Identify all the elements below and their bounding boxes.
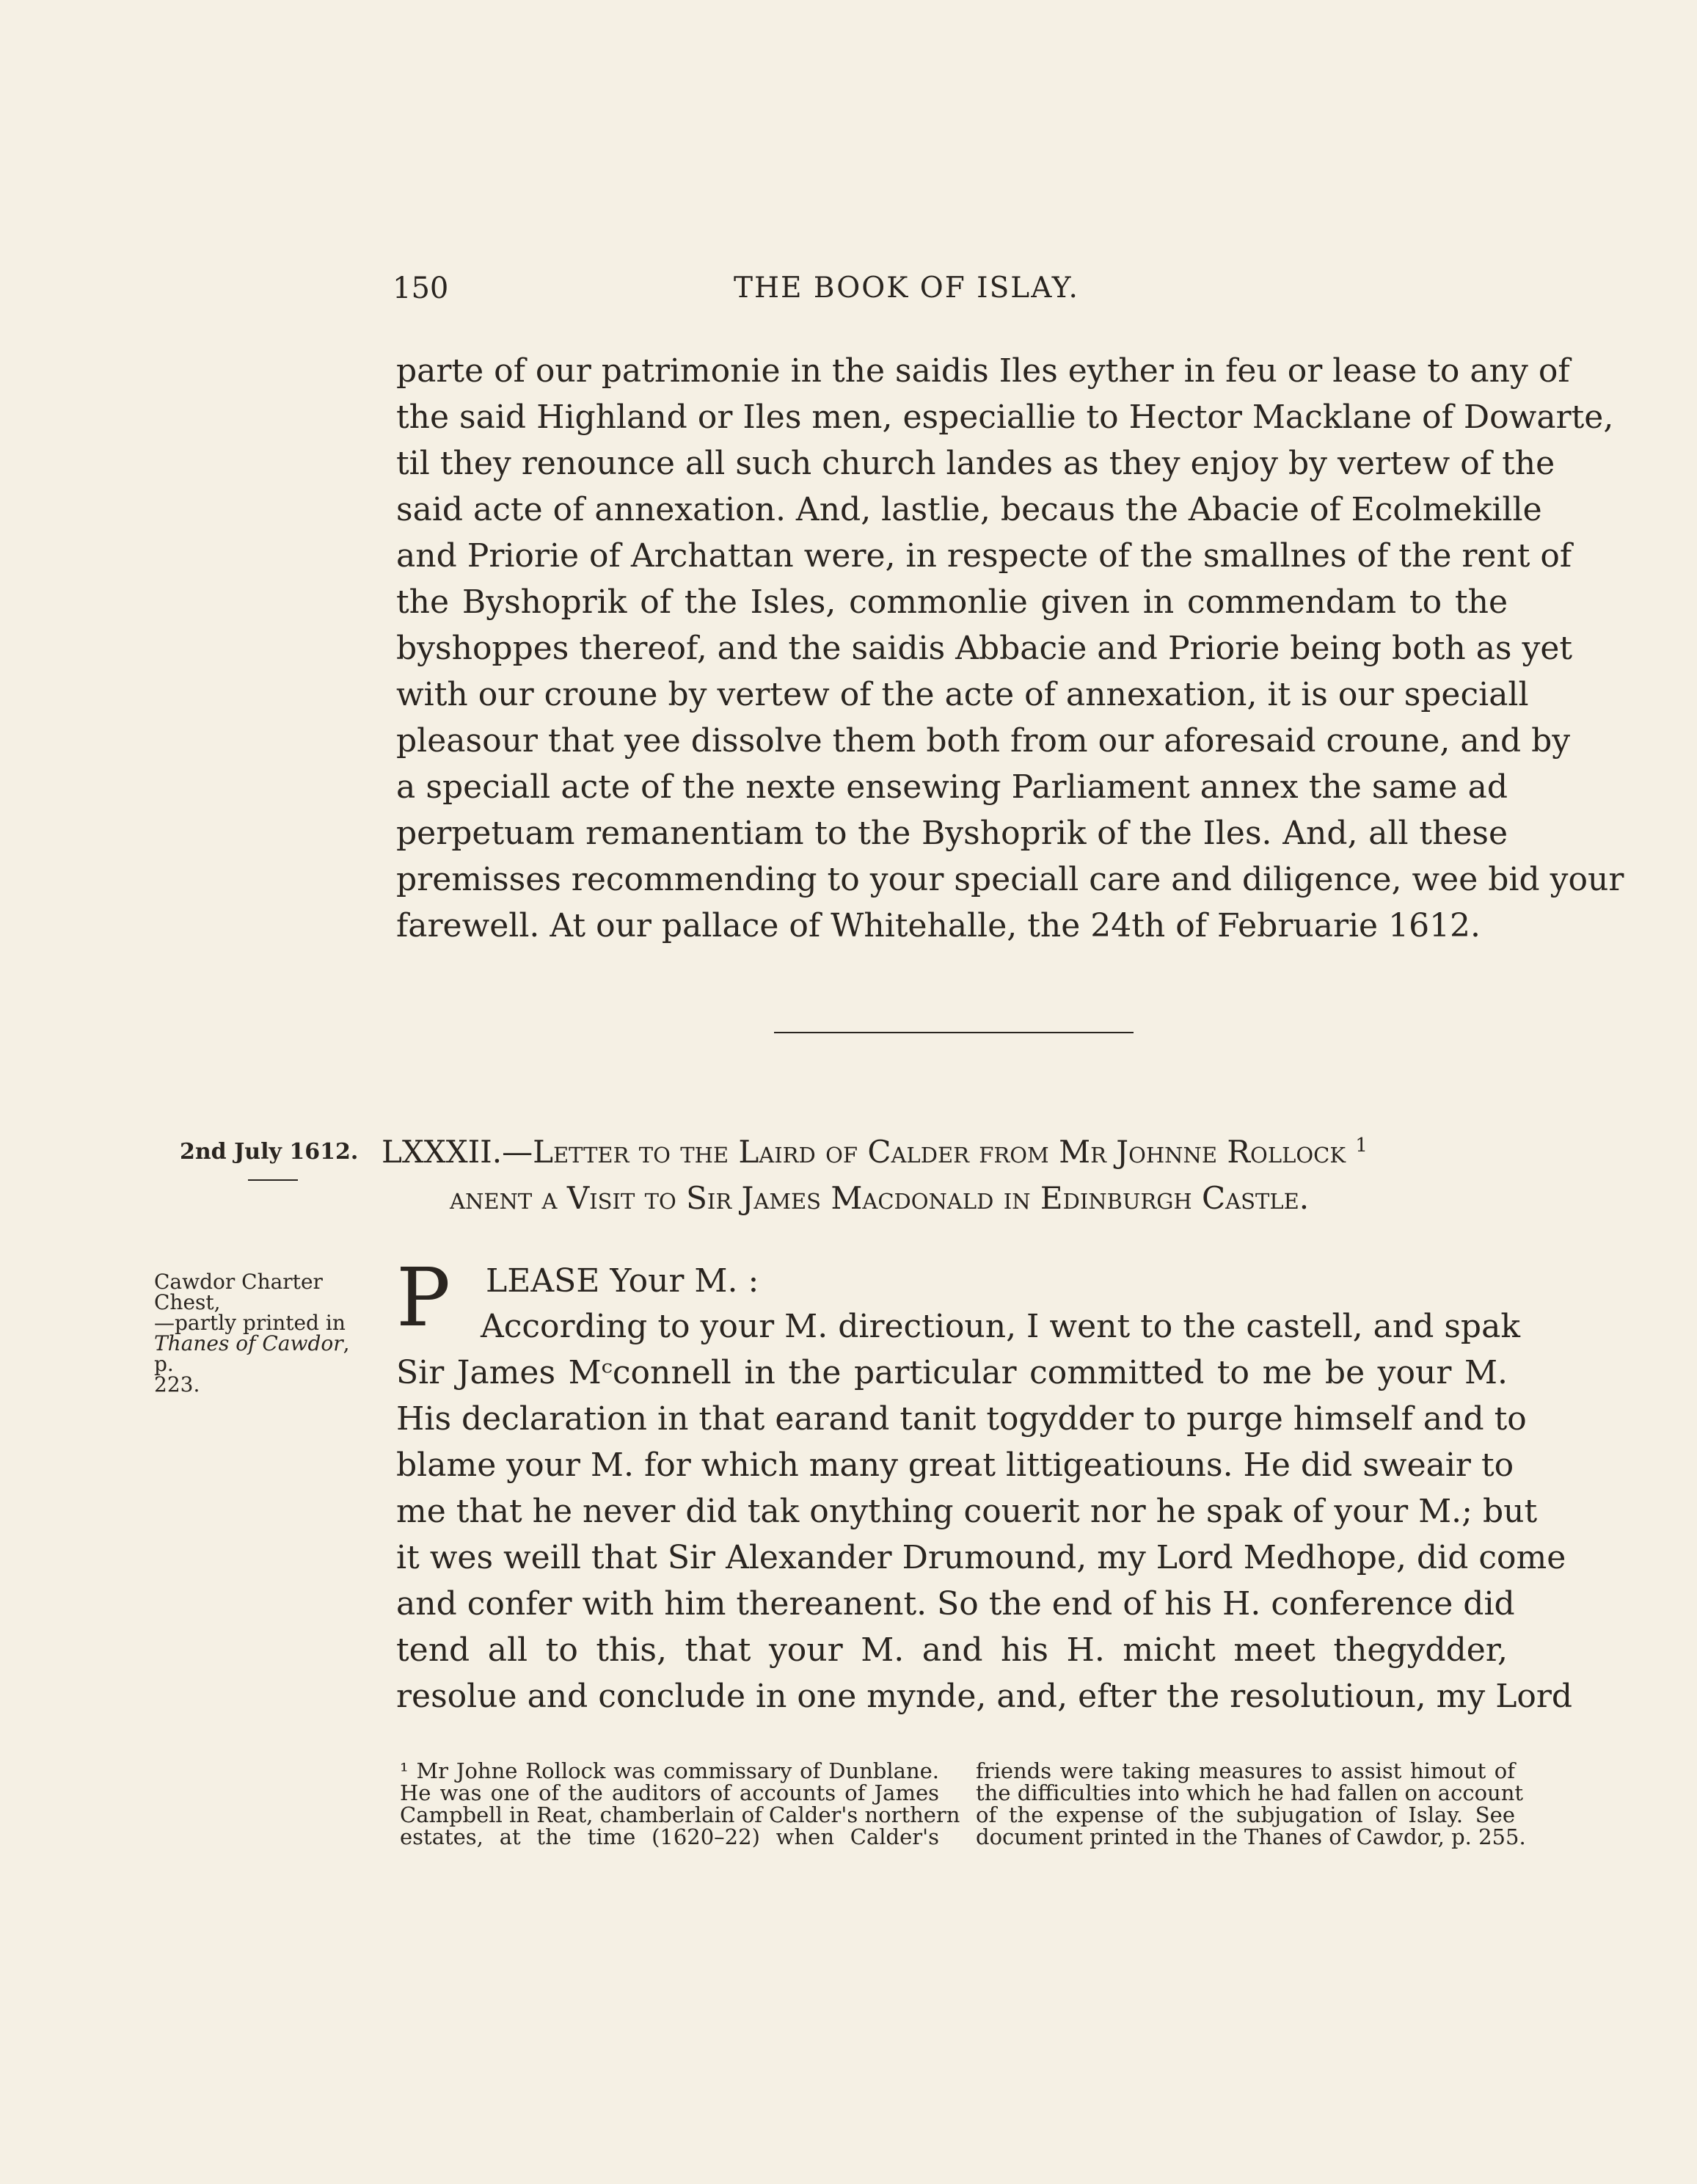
footnote-line: of the expense of the subjugation of Islay. See bbox=[976, 1802, 1515, 1827]
greeting: LEASE Your M. : bbox=[486, 1262, 759, 1300]
text-line: pleasour that yee dissolve them both from our aforesaid croune, and by bbox=[396, 722, 1571, 760]
document-title-line1: LXXXII.—Letter to the Laird of Calder from Mr Johnne Rollock bbox=[382, 1134, 1346, 1170]
document-title-line2: anent a Visit to Sir James Macdonald in Edinburgh Castle. bbox=[450, 1180, 1310, 1216]
drop-cap: P bbox=[396, 1251, 451, 1344]
footnote-column-1 bbox=[400, 1758, 960, 1849]
text-line: said acte of annexation. And, lastlie, becaus the Abacie of Ecolmekille bbox=[396, 491, 1542, 528]
margin-note-line: Cawdor Charter Chest, bbox=[154, 1270, 323, 1314]
margin-note bbox=[154, 1272, 374, 1395]
text-line: me that he never did tak onything couerit nor he spak of your M.; but bbox=[396, 1493, 1538, 1530]
text-line: and confer with him thereanent. So the end of his H. conference did bbox=[396, 1585, 1515, 1623]
margin-note-line: —partly printed in bbox=[154, 1311, 346, 1335]
footnote-line: estates, at the time (1620–22) when Calder's bbox=[400, 1824, 939, 1849]
date-underline bbox=[248, 1179, 298, 1181]
text-line: a speciall acte of the nexte ensewing Parliament annex the same ad bbox=[396, 768, 1508, 806]
text-line: His declaration in that earand tanit togydder to purge himself and to bbox=[396, 1400, 1527, 1438]
footnote-line: document printed in the Thanes of Cawdor, p. 255. bbox=[976, 1824, 1526, 1849]
text-line: Sir James Mᶜconnell in the particular committed to me be your M. bbox=[396, 1354, 1508, 1391]
text-line: til they renounce all such church landes as they enjoy by vertew of the bbox=[396, 445, 1555, 482]
section-divider bbox=[774, 1032, 1134, 1033]
document-title bbox=[382, 1134, 1368, 1170]
document-date: 2nd July 1612. bbox=[180, 1139, 359, 1165]
footnote-line: the difficulties into which he had fallen on account bbox=[976, 1780, 1524, 1805]
margin-note-line: 223. bbox=[154, 1372, 200, 1397]
text-line: resolue and conclude in one mynde, and, efter the resolutioun, my Lord bbox=[396, 1678, 1573, 1715]
footnote-line: friends were taking measures to assist himout of bbox=[976, 1758, 1515, 1783]
footnote-line: He was one of the auditors of accounts of James bbox=[400, 1780, 939, 1805]
margin-note-line: Thanes of Cawdor, p. bbox=[154, 1331, 350, 1376]
text-line: tend all to this, that your M. and his H. micht meet thegydder, bbox=[396, 1631, 1508, 1669]
text-line: blame your M. for which many great littigeatiouns. He did sweair to bbox=[396, 1446, 1514, 1484]
text-line: the Byshoprik of the Isles, commonlie given in commendam to the bbox=[396, 583, 1508, 621]
text-line: with our croune by vertew of the acte of annexation, it is our speciall bbox=[396, 676, 1529, 713]
running-title: THE BOOK OF ISLAY. bbox=[734, 272, 1079, 305]
page-number: 150 bbox=[393, 272, 449, 305]
footnote-line: ¹ Mr Johne Rollock was commissary of Dunblane. bbox=[400, 1758, 939, 1783]
text-line: byshoppes thereof, and the saidis Abbacie and Priorie being both as yet bbox=[396, 630, 1573, 667]
footnote-column-2 bbox=[976, 1758, 1526, 1849]
text-line: it wes weill that Sir Alexander Drumound, my Lord Medhope, did come bbox=[396, 1539, 1566, 1576]
text-line: According to your M. directioun, I went to the castell, and spak bbox=[481, 1308, 1520, 1345]
footnote-line: Campbell in Reat, chamberlain of Calder's northern bbox=[400, 1802, 960, 1827]
footnote-marker: 1 bbox=[1355, 1135, 1368, 1157]
text-line: perpetuam remanentiam to the Byshoprik of the Iles. And, all these bbox=[396, 815, 1508, 852]
text-line: premisses recommending to your speciall care and diligence, wee bid your bbox=[396, 861, 1624, 898]
text-line: parte of our patrimonie in the saidis Iles eyther in feu or lease to any of bbox=[396, 352, 1570, 390]
margin-note-source: Thanes of Cawdor bbox=[154, 1331, 343, 1355]
text-line: the said Highland or Iles men, especiallie to Hector Macklane of Dowarte, bbox=[396, 398, 1614, 436]
text-line: farewell. At our pallace of Whitehalle, the 24th of Februarie 1612. bbox=[396, 907, 1481, 944]
text-line: and Priorie of Archattan were, in respecte of the smallnes of the rent of bbox=[396, 537, 1572, 575]
